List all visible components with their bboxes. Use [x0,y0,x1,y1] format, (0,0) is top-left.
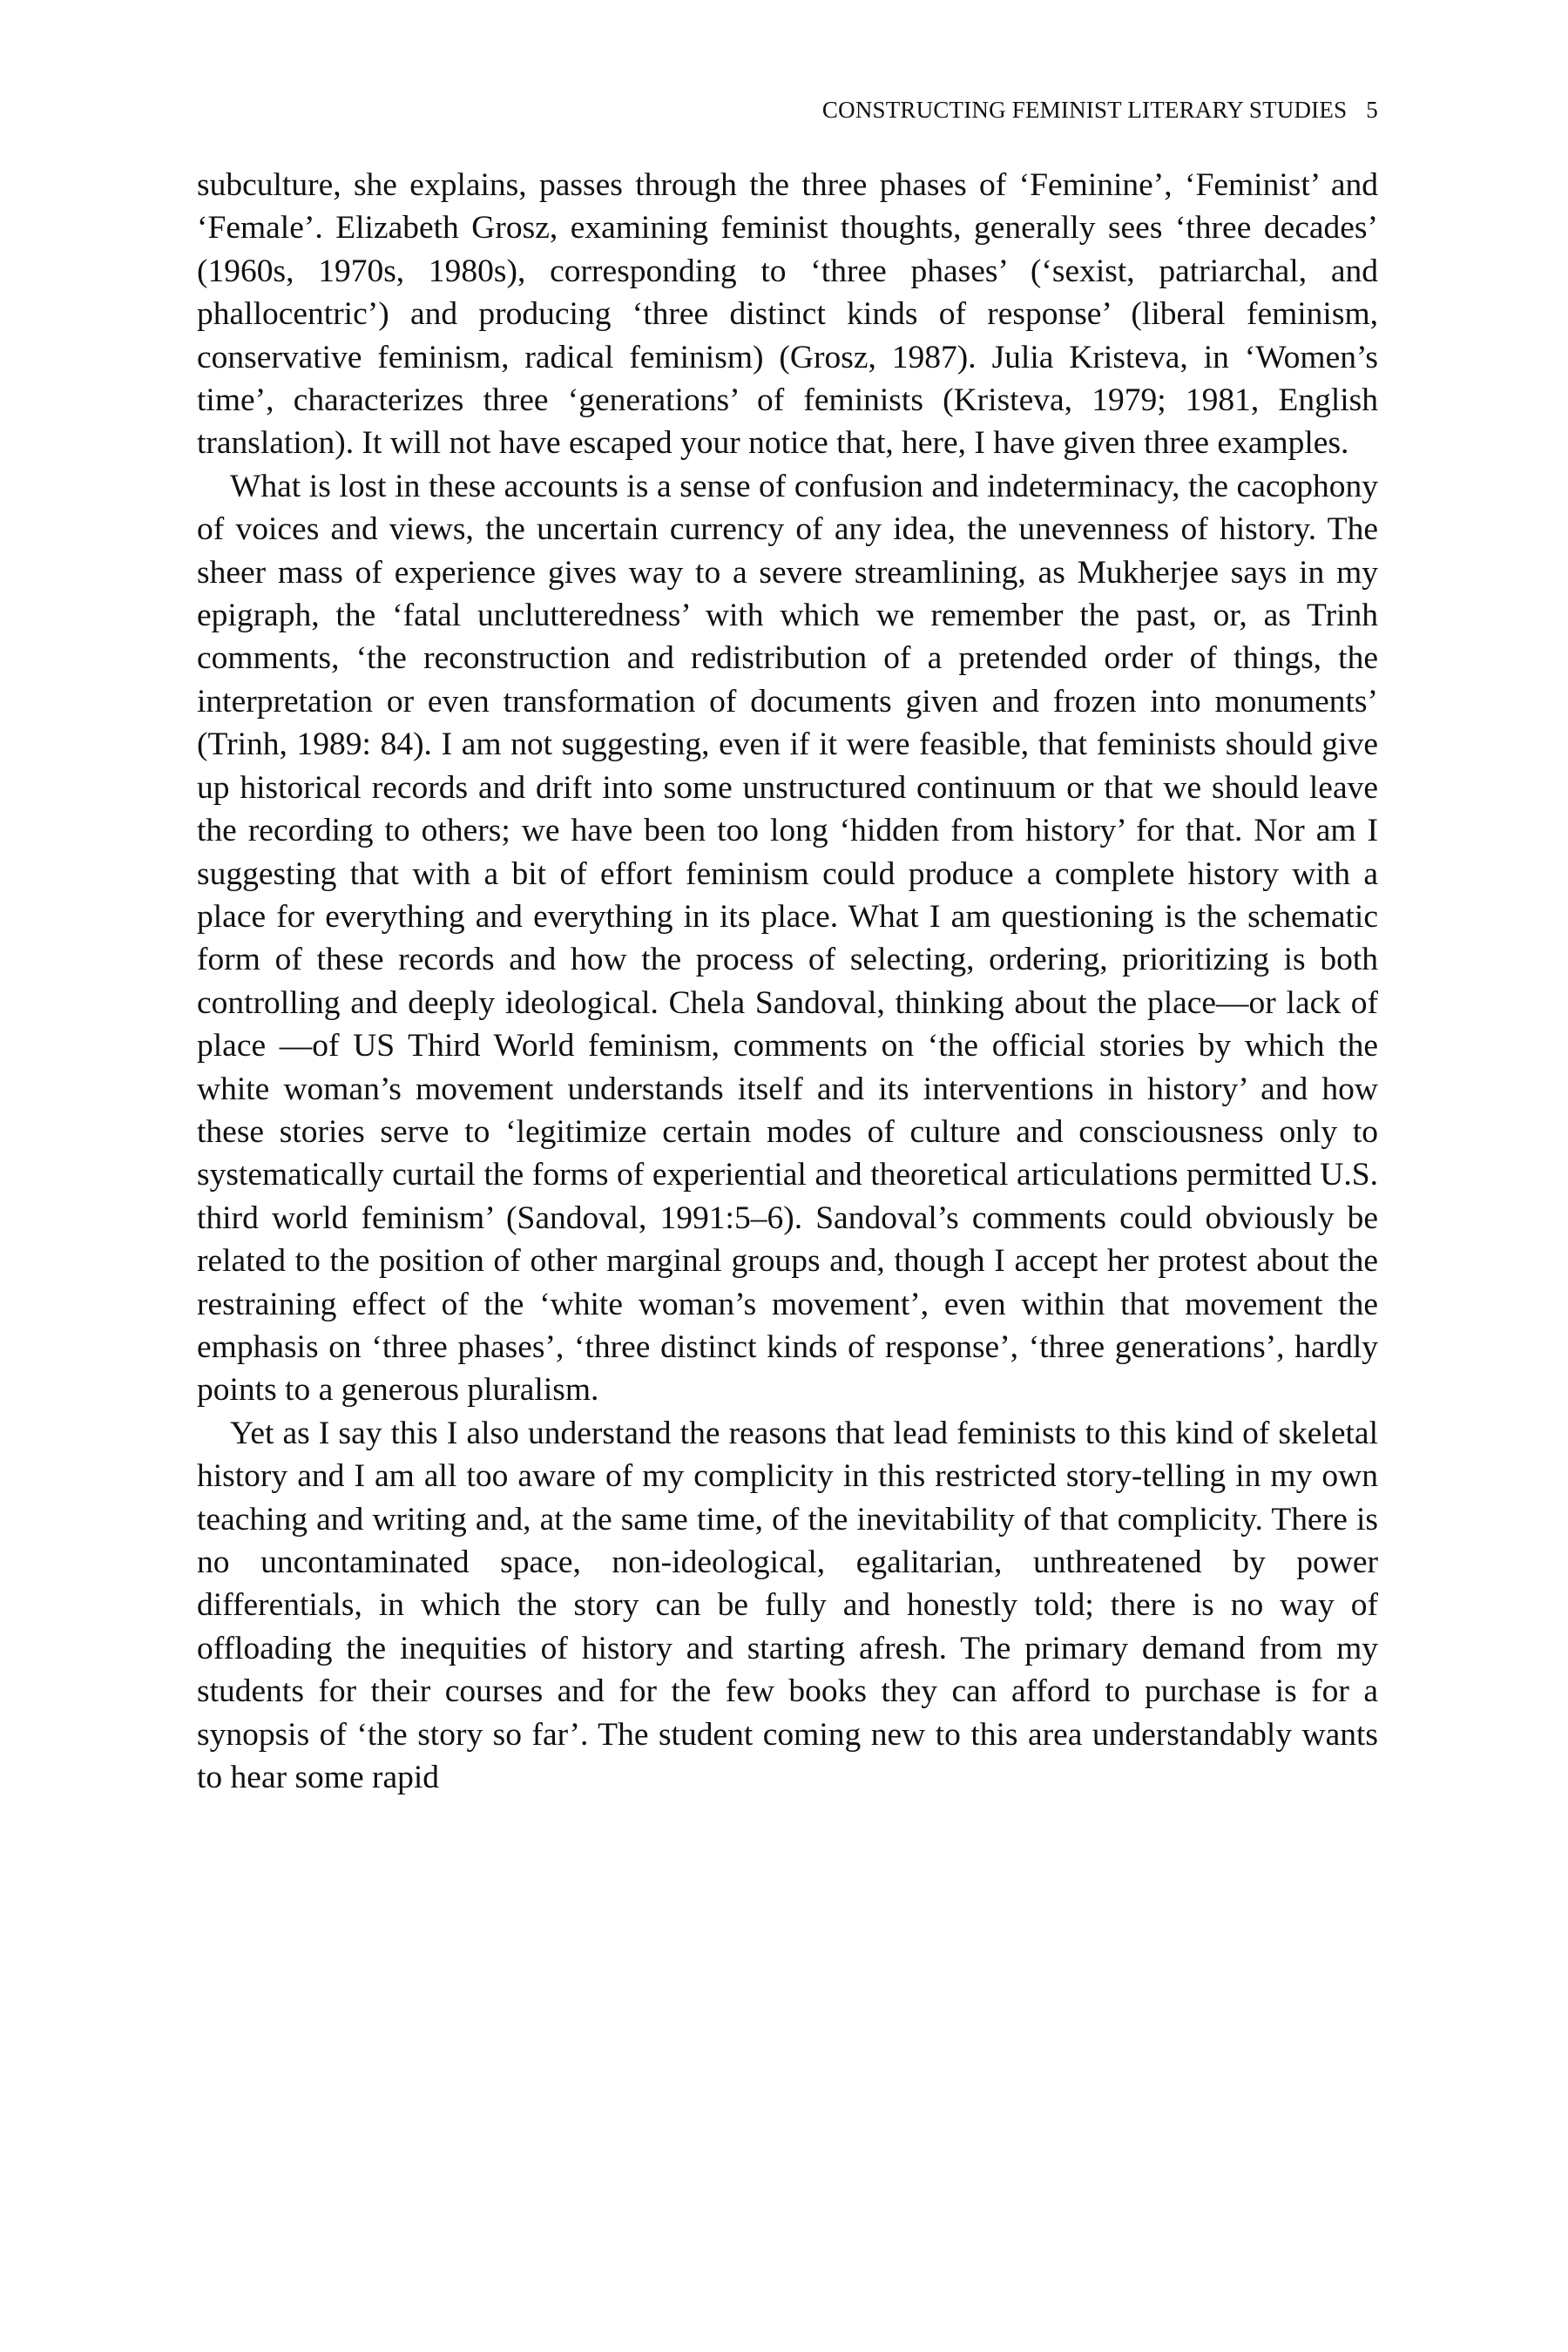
paragraph: What is lost in these accounts is a sense of confusion and indeterminacy, the cacophony of voices and views, the uncertain currency of any idea, the unevenness of history. The sheer mass of experience gives way to a severe streamlining, as Mukherjee says in my epigraph, the ‘fatal unclutteredness’ with which we remember the past, or, as Trinh comments, ‘the reconstruction and redistribution of a pretended order of things, the interpretation or even transformation of documents given and frozen into monuments’ (Trinh, 1989: 84). I am not suggesting, even if it were feasible, that feminists should give up historical records and drift into some unstructured continuum or that we should leave the recording to others; we have been too long ‘hidden from history’ for that. Nor am I suggesting that with a bit of effort feminism could produce a complete history with a place for everything and everything in its place. What I am questioning is the schematic form of these records and how the process of selecting, ordering, prioritizing is both controlling and deeply ideological. Chela Sandoval, thinking about the place—or lack of place —of US Third World feminism, comments on ‘the official stories by which the white woman’s movement understands itself and its interventions in history’ and how these stories serve to ‘legitimize certain modes of culture and consciousness only to systematically curtail the forms of experiential and theoretical articulations permitted U.S. third world feminism’ (Sandoval, 1991:5–6). Sandoval’s comments could obviously be related to the position of other marginal groups and, though I accept her protest about the restraining effect of the ‘white woman’s movement’, even within that movement the emphasis on ‘three phases’, ‘three distinct kinds of response’, ‘three generations’, hardly points to a generous pluralism. [197,468,1378,1409]
paragraph-continued: subculture, she explains, passes through the three phases of ‘Feminine’, ‘Feminist’ and ‘Female’. Elizabeth Grosz, examining feminist thoughts, generally sees ‘three decades’ (1960s, 1970s, 1980s), corresponding to ‘three phases’ (‘sexist, patriarchal, and phallocentric’) and producing ‘three distinct kinds of response’ (liberal feminism, conservative feminism, radical feminism) (Grosz, 1987). Julia Kristeva, in ‘Women’s time’, characterizes three ‘generations’ of feminists (Kristeva, 1979; 1981, English translation). It will not have escaped your notice that, here, I have given three examples. [197,167,1378,462]
running-head [197,94,1378,125]
paragraph: Yet as I say this I also understand the reasons that lead feminists to this kind of skeletal history and I am all too aware of my complicity in this restricted story-telling in my own teaching and writing and, at the same time, of the inevitability of that complicity. There is no uncontaminated space, non-ideological, egalitarian, unthreatened by power differentials, in which the story can be fully and honestly told; there is no way of offloading the inequities of history and starting afresh. The primary demand from my students for their courses and for the few books they can afford to purchase is for a synopsis of ‘the story so far’. The student coming new to this area understandably wants to hear some rapid [197,1415,1378,1796]
body-text [197,164,1378,1799]
page-number: 5 [1366,97,1378,123]
running-head-title: CONSTRUCTING FEMINIST LITERARY STUDIES [821,97,1348,123]
